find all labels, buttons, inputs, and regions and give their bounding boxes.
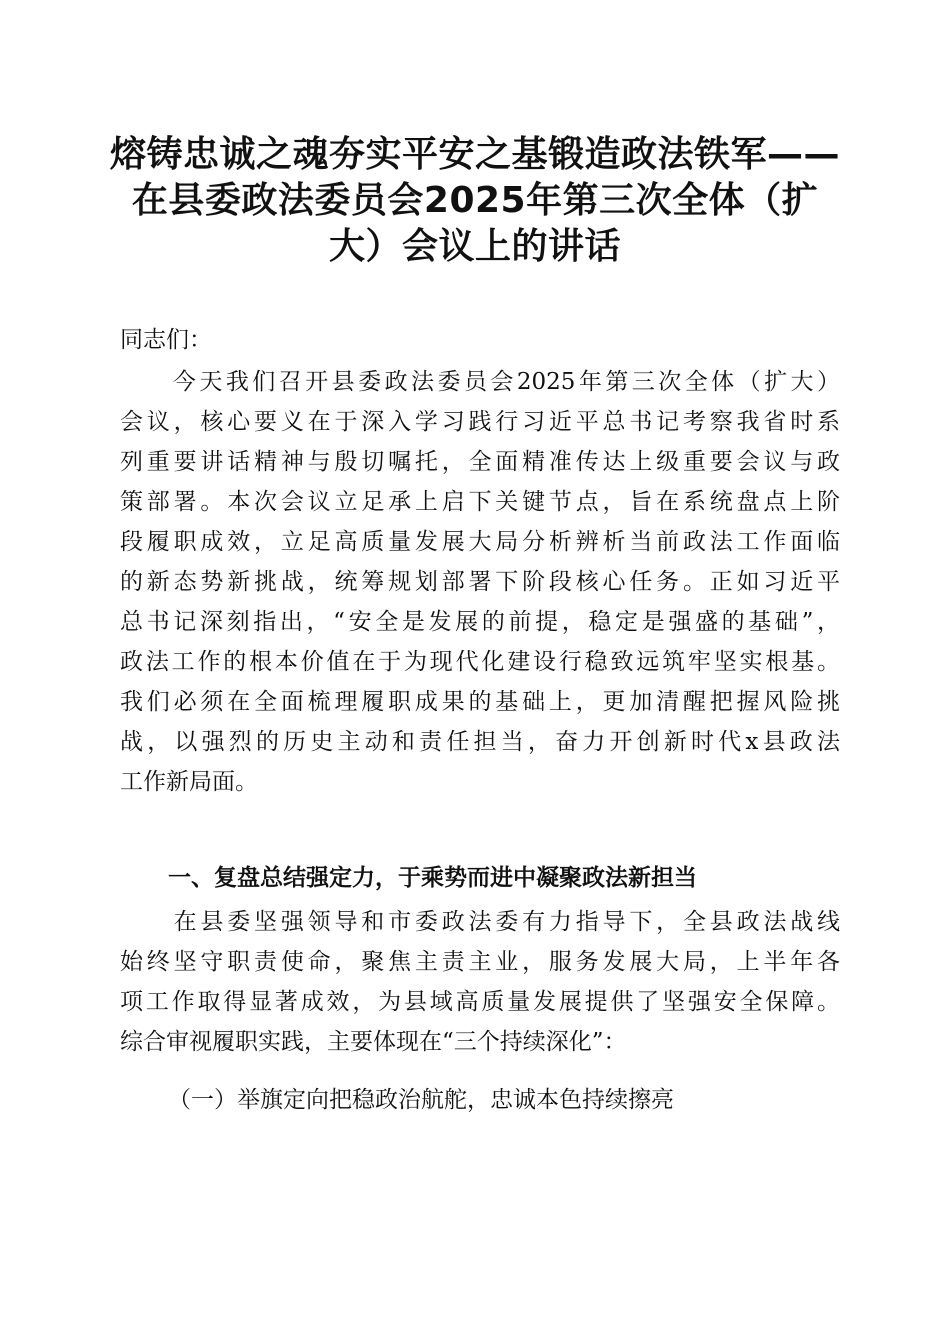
title-line: 熔铸忠诚之魂夯实平安之基锻造政法铁军——	[110, 134, 841, 175]
text-line: 会议，核心要义在于深入学习践行习近平总书记考察我省时系	[120, 409, 840, 435]
subsection-heading-1: （一）举旗定向把稳政治航舵，忠诚本色持续擦亮	[168, 1087, 674, 1113]
text-line: 综合审视履职实践，主要体现在“三个持续深化”：	[120, 1029, 627, 1055]
text-line: 今天我们召开县委政法委员会2025年第三次全体（扩大）	[120, 369, 840, 395]
section-heading-1: 一、复盘总结强定力，于乘势而进中凝聚政法新担当	[168, 865, 697, 891]
salutation: 同志们：	[120, 327, 212, 353]
paragraph-section-1	[120, 902, 840, 1062]
text-line: 项工作取得显著成效，为县域高质量发展提供了坚强安全保障。	[120, 989, 840, 1015]
text-line: 我们必须在全面梳理履职成果的基础上，更加清醒把握风险挑	[120, 689, 840, 715]
text-line: 的新态势新挑战，统筹规划部署下阶段核心任务。正如习近平	[120, 569, 840, 595]
text-line: 段履职成效，立足高质量发展大局分析辨析当前政法工作面临	[120, 529, 840, 555]
title-line: 大）会议上的讲话	[328, 226, 621, 267]
text-line: 列重要讲话精神与殷切嘱托，全面精准传达上级重要会议与政	[120, 449, 840, 475]
title-line: 在县委政法委员会2025年第三次全体（扩	[131, 180, 819, 221]
text-line: 在县委坚强领导和市委政法委有力指导下，全县政法战线	[120, 909, 840, 935]
document-title	[110, 132, 840, 270]
text-line: 政法工作的根本价值在于为现代化建设行稳致远筑牢坚实根基。	[120, 649, 840, 675]
text-line: 战，以强烈的历史主动和责任担当，奋力开创新时代x县政法	[120, 729, 840, 755]
text-line: 总书记深刻指出，“安全是发展的前提，稳定是强盛的基础”，	[120, 609, 840, 635]
paragraph-intro	[120, 362, 840, 802]
text-line: 工作新局面。	[120, 769, 258, 795]
text-line: 策部署。本次会议立足承上启下关键节点，旨在系统盘点上阶	[120, 489, 840, 515]
text-line: 始终坚守职责使命，聚焦主责主业，服务发展大局，上半年各	[120, 949, 840, 975]
